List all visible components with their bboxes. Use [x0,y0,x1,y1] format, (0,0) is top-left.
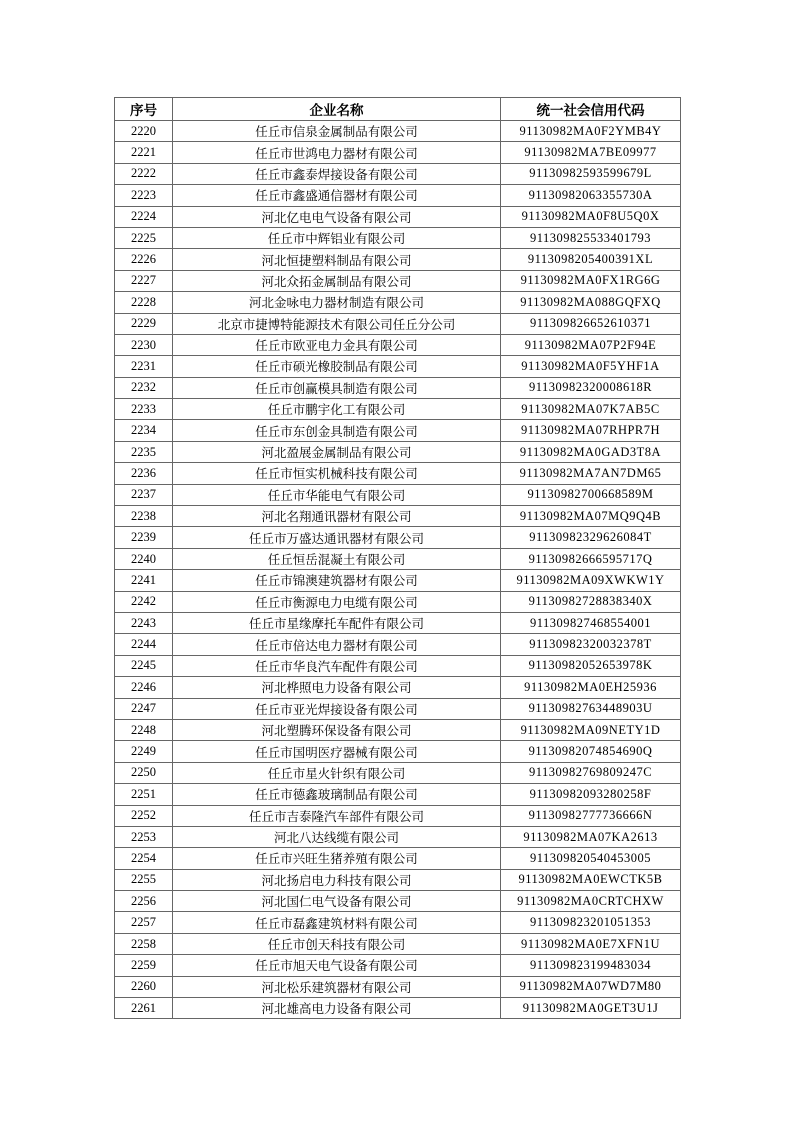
table-row [115,869,681,890]
credit-code-cell: 911309826652610371 [501,313,681,334]
seq-cell: 2253 [115,826,173,847]
credit-code-cell: 91130982MA088GQFXQ [501,292,681,313]
credit-code-cell: 911309823201051353 [501,912,681,933]
table-row [115,612,681,633]
credit-code-cell: 91130982MA07WD7M80 [501,976,681,997]
table-row [115,677,681,698]
company-name-cell: 任丘市吉泰隆汽车部件有限公司 [173,805,501,826]
company-name-cell: 任丘市东创金具制造有限公司 [173,420,501,441]
credit-code-cell: 91130982MA7AN7DM65 [501,463,681,484]
credit-code-cell: 91130982052653978K [501,655,681,676]
company-name-cell: 任丘市锦澳建筑器材有限公司 [173,570,501,591]
seq-cell: 2227 [115,270,173,291]
company-name-cell: 河北塑腾环保设备有限公司 [173,719,501,740]
table-row [115,377,681,398]
table-row [115,719,681,740]
table-row [115,976,681,997]
company-name-cell: 河北亿电电气设备有限公司 [173,206,501,227]
table-row [115,912,681,933]
seq-cell: 2258 [115,933,173,954]
credit-code-cell: 91130982MA0GAD3T8A [501,441,681,462]
seq-cell: 2247 [115,698,173,719]
credit-code-cell: 91130982MA07KA2613 [501,826,681,847]
credit-code-cell: 91130982700668589M [501,484,681,505]
company-name-cell: 河北雄高电力设备有限公司 [173,998,501,1019]
company-name-cell: 任丘市恒实机械科技有限公司 [173,463,501,484]
table-row [115,399,681,420]
seq-cell: 2223 [115,185,173,206]
company-name-cell: 任丘市倍达电力器材有限公司 [173,634,501,655]
table-row [115,270,681,291]
seq-cell: 2261 [115,998,173,1019]
seq-cell: 2229 [115,313,173,334]
seq-cell: 2237 [115,484,173,505]
credit-code-cell: 91130982063355730A [501,185,681,206]
seq-cell: 2243 [115,612,173,633]
company-name-cell: 河北金咏电力器材制造有限公司 [173,292,501,313]
company-name-cell: 任丘市亚光焊接设备有限公司 [173,698,501,719]
column-header-seq: 序号 [115,98,173,121]
seq-cell: 2226 [115,249,173,270]
company-name-cell: 河北松乐建筑器材有限公司 [173,976,501,997]
table-row [115,762,681,783]
company-name-cell: 河北八达线缆有限公司 [173,826,501,847]
credit-code-cell: 91130982329626084T [501,527,681,548]
table-row [115,249,681,270]
company-name-cell: 任丘市中辉铝业有限公司 [173,227,501,248]
table-row [115,741,681,762]
company-name-cell: 河北盈展金属制品有限公司 [173,441,501,462]
credit-code-cell: 911309820540453005 [501,848,681,869]
company-name-cell: 任丘市德鑫玻璃制品有限公司 [173,784,501,805]
table-row [115,591,681,612]
company-name-cell: 任丘市磊鑫建筑材料有限公司 [173,912,501,933]
table-row [115,142,681,163]
company-name-cell: 任丘市硕光橡胶制品有限公司 [173,356,501,377]
column-header-credit-code: 统一社会信用代码 [501,98,681,121]
company-name-cell: 任丘市鑫泰焊接设备有限公司 [173,163,501,184]
credit-code-cell: 91130982MA0CRTCHXW [501,891,681,912]
seq-cell: 2225 [115,227,173,248]
table-row [115,891,681,912]
seq-cell: 2230 [115,334,173,355]
credit-code-cell: 91130982MA09NETY1D [501,719,681,740]
company-name-cell: 任丘市衡源电力电缆有限公司 [173,591,501,612]
company-name-cell: 任丘市创赢模具制造有限公司 [173,377,501,398]
credit-code-cell: 91130982093280258F [501,784,681,805]
credit-code-cell: 91130982MA0F2YMB4Y [501,121,681,142]
credit-code-cell: 91130982074854690Q [501,741,681,762]
credit-code-cell: 91130982769809247C [501,762,681,783]
seq-cell: 2232 [115,377,173,398]
seq-cell: 2248 [115,719,173,740]
seq-cell: 2236 [115,463,173,484]
seq-cell: 2259 [115,955,173,976]
seq-cell: 2245 [115,655,173,676]
company-name-cell: 河北扬启电力科技有限公司 [173,869,501,890]
company-name-cell: 任丘市国明医疗器械有限公司 [173,741,501,762]
company-name-cell: 任丘恒岳混凝土有限公司 [173,548,501,569]
seq-cell: 2233 [115,399,173,420]
credit-code-cell: 91130982MA07K7AB5C [501,399,681,420]
credit-code-cell: 911309823199483034 [501,955,681,976]
seq-cell: 2251 [115,784,173,805]
company-name-cell: 任丘市鑫盛通信器材有限公司 [173,185,501,206]
company-name-cell: 任丘市创天科技有限公司 [173,933,501,954]
table-row [115,955,681,976]
table-row [115,292,681,313]
company-table [114,97,681,1019]
table-header-row [115,98,681,121]
seq-cell: 2220 [115,121,173,142]
table-row [115,805,681,826]
table-row [115,206,681,227]
seq-cell: 2238 [115,506,173,527]
seq-cell: 2256 [115,891,173,912]
table-row [115,484,681,505]
credit-code-cell: 91130982763448903U [501,698,681,719]
company-name-cell: 河北名翔通讯器材有限公司 [173,506,501,527]
seq-cell: 2224 [115,206,173,227]
company-name-cell: 任丘市星缘摩托车配件有限公司 [173,612,501,633]
company-name-cell: 任丘市信泉金属制品有限公司 [173,121,501,142]
credit-code-cell: 91130982593599679L [501,163,681,184]
seq-cell: 2260 [115,976,173,997]
table-row [115,698,681,719]
company-name-cell: 任丘市世鸿电力器材有限公司 [173,142,501,163]
seq-cell: 2239 [115,527,173,548]
seq-cell: 2228 [115,292,173,313]
table-row [115,527,681,548]
table-row [115,548,681,569]
seq-cell: 2221 [115,142,173,163]
table-row [115,826,681,847]
credit-code-cell: 91130982777736666N [501,805,681,826]
credit-code-cell: 91130982MA09XWKW1Y [501,570,681,591]
credit-code-cell: 91130982MA0FX1RG6G [501,270,681,291]
credit-code-cell: 91130982728838340X [501,591,681,612]
table-row [115,570,681,591]
seq-cell: 2231 [115,356,173,377]
table-row [115,634,681,655]
credit-code-cell: 911309827468554001 [501,612,681,633]
credit-code-cell: 91130982MA0EH25936 [501,677,681,698]
credit-code-cell: 91130982MA0F5YHF1A [501,356,681,377]
credit-code-cell: 91130982320032378T [501,634,681,655]
company-name-cell: 任丘市兴旺生猪养殖有限公司 [173,848,501,869]
company-name-cell: 河北恒捷塑料制品有限公司 [173,249,501,270]
table-row [115,998,681,1019]
seq-cell: 2235 [115,441,173,462]
table-row [115,784,681,805]
table-row [115,506,681,527]
seq-cell: 2252 [115,805,173,826]
credit-code-cell: 91130982MA0E7XFN1U [501,933,681,954]
seq-cell: 2234 [115,420,173,441]
company-name-cell: 任丘市万盛达通讯器材有限公司 [173,527,501,548]
seq-cell: 2255 [115,869,173,890]
seq-cell: 2244 [115,634,173,655]
company-name-cell: 任丘市星火针织有限公司 [173,762,501,783]
company-name-cell: 任丘市鹏宇化工有限公司 [173,399,501,420]
table-row [115,334,681,355]
credit-code-cell: 91130982MA0F8U5Q0X [501,206,681,227]
company-name-cell: 河北众拓金属制品有限公司 [173,270,501,291]
credit-code-cell: 911309825533401793 [501,227,681,248]
table-row [115,848,681,869]
table-row [115,463,681,484]
seq-cell: 2240 [115,548,173,569]
seq-cell: 2222 [115,163,173,184]
credit-code-cell: 91130982320008618R [501,377,681,398]
seq-cell: 2249 [115,741,173,762]
table-row [115,313,681,334]
table-row [115,441,681,462]
table-row [115,121,681,142]
credit-code-cell: 91130982MA07MQ9Q4B [501,506,681,527]
credit-code-cell: 91130982666595717Q [501,548,681,569]
credit-code-cell: 91130982MA7BE09977 [501,142,681,163]
seq-cell: 2250 [115,762,173,783]
company-name-cell: 任丘市旭天电气设备有限公司 [173,955,501,976]
company-name-cell: 河北桦照电力设备有限公司 [173,677,501,698]
table-row [115,185,681,206]
credit-code-cell: 9113098205400391XL [501,249,681,270]
company-name-cell: 任丘市华能电气有限公司 [173,484,501,505]
seq-cell: 2254 [115,848,173,869]
table-row [115,227,681,248]
company-name-cell: 北京市捷博特能源技术有限公司任丘分公司 [173,313,501,334]
seq-cell: 2246 [115,677,173,698]
credit-code-cell: 91130982MA0GET3U1J [501,998,681,1019]
company-name-cell: 任丘市欧亚电力金具有限公司 [173,334,501,355]
column-header-company-name: 企业名称 [173,98,501,121]
credit-code-cell: 91130982MA0EWCTK5B [501,869,681,890]
table-row [115,655,681,676]
table-row [115,420,681,441]
seq-cell: 2241 [115,570,173,591]
seq-cell: 2257 [115,912,173,933]
company-name-cell: 任丘市华良汽车配件有限公司 [173,655,501,676]
table-row [115,163,681,184]
credit-code-cell: 91130982MA07RHPR7H [501,420,681,441]
table-row [115,356,681,377]
credit-code-cell: 91130982MA07P2F94E [501,334,681,355]
table-row [115,933,681,954]
company-name-cell: 河北国仁电气设备有限公司 [173,891,501,912]
seq-cell: 2242 [115,591,173,612]
table-body [115,121,681,1019]
